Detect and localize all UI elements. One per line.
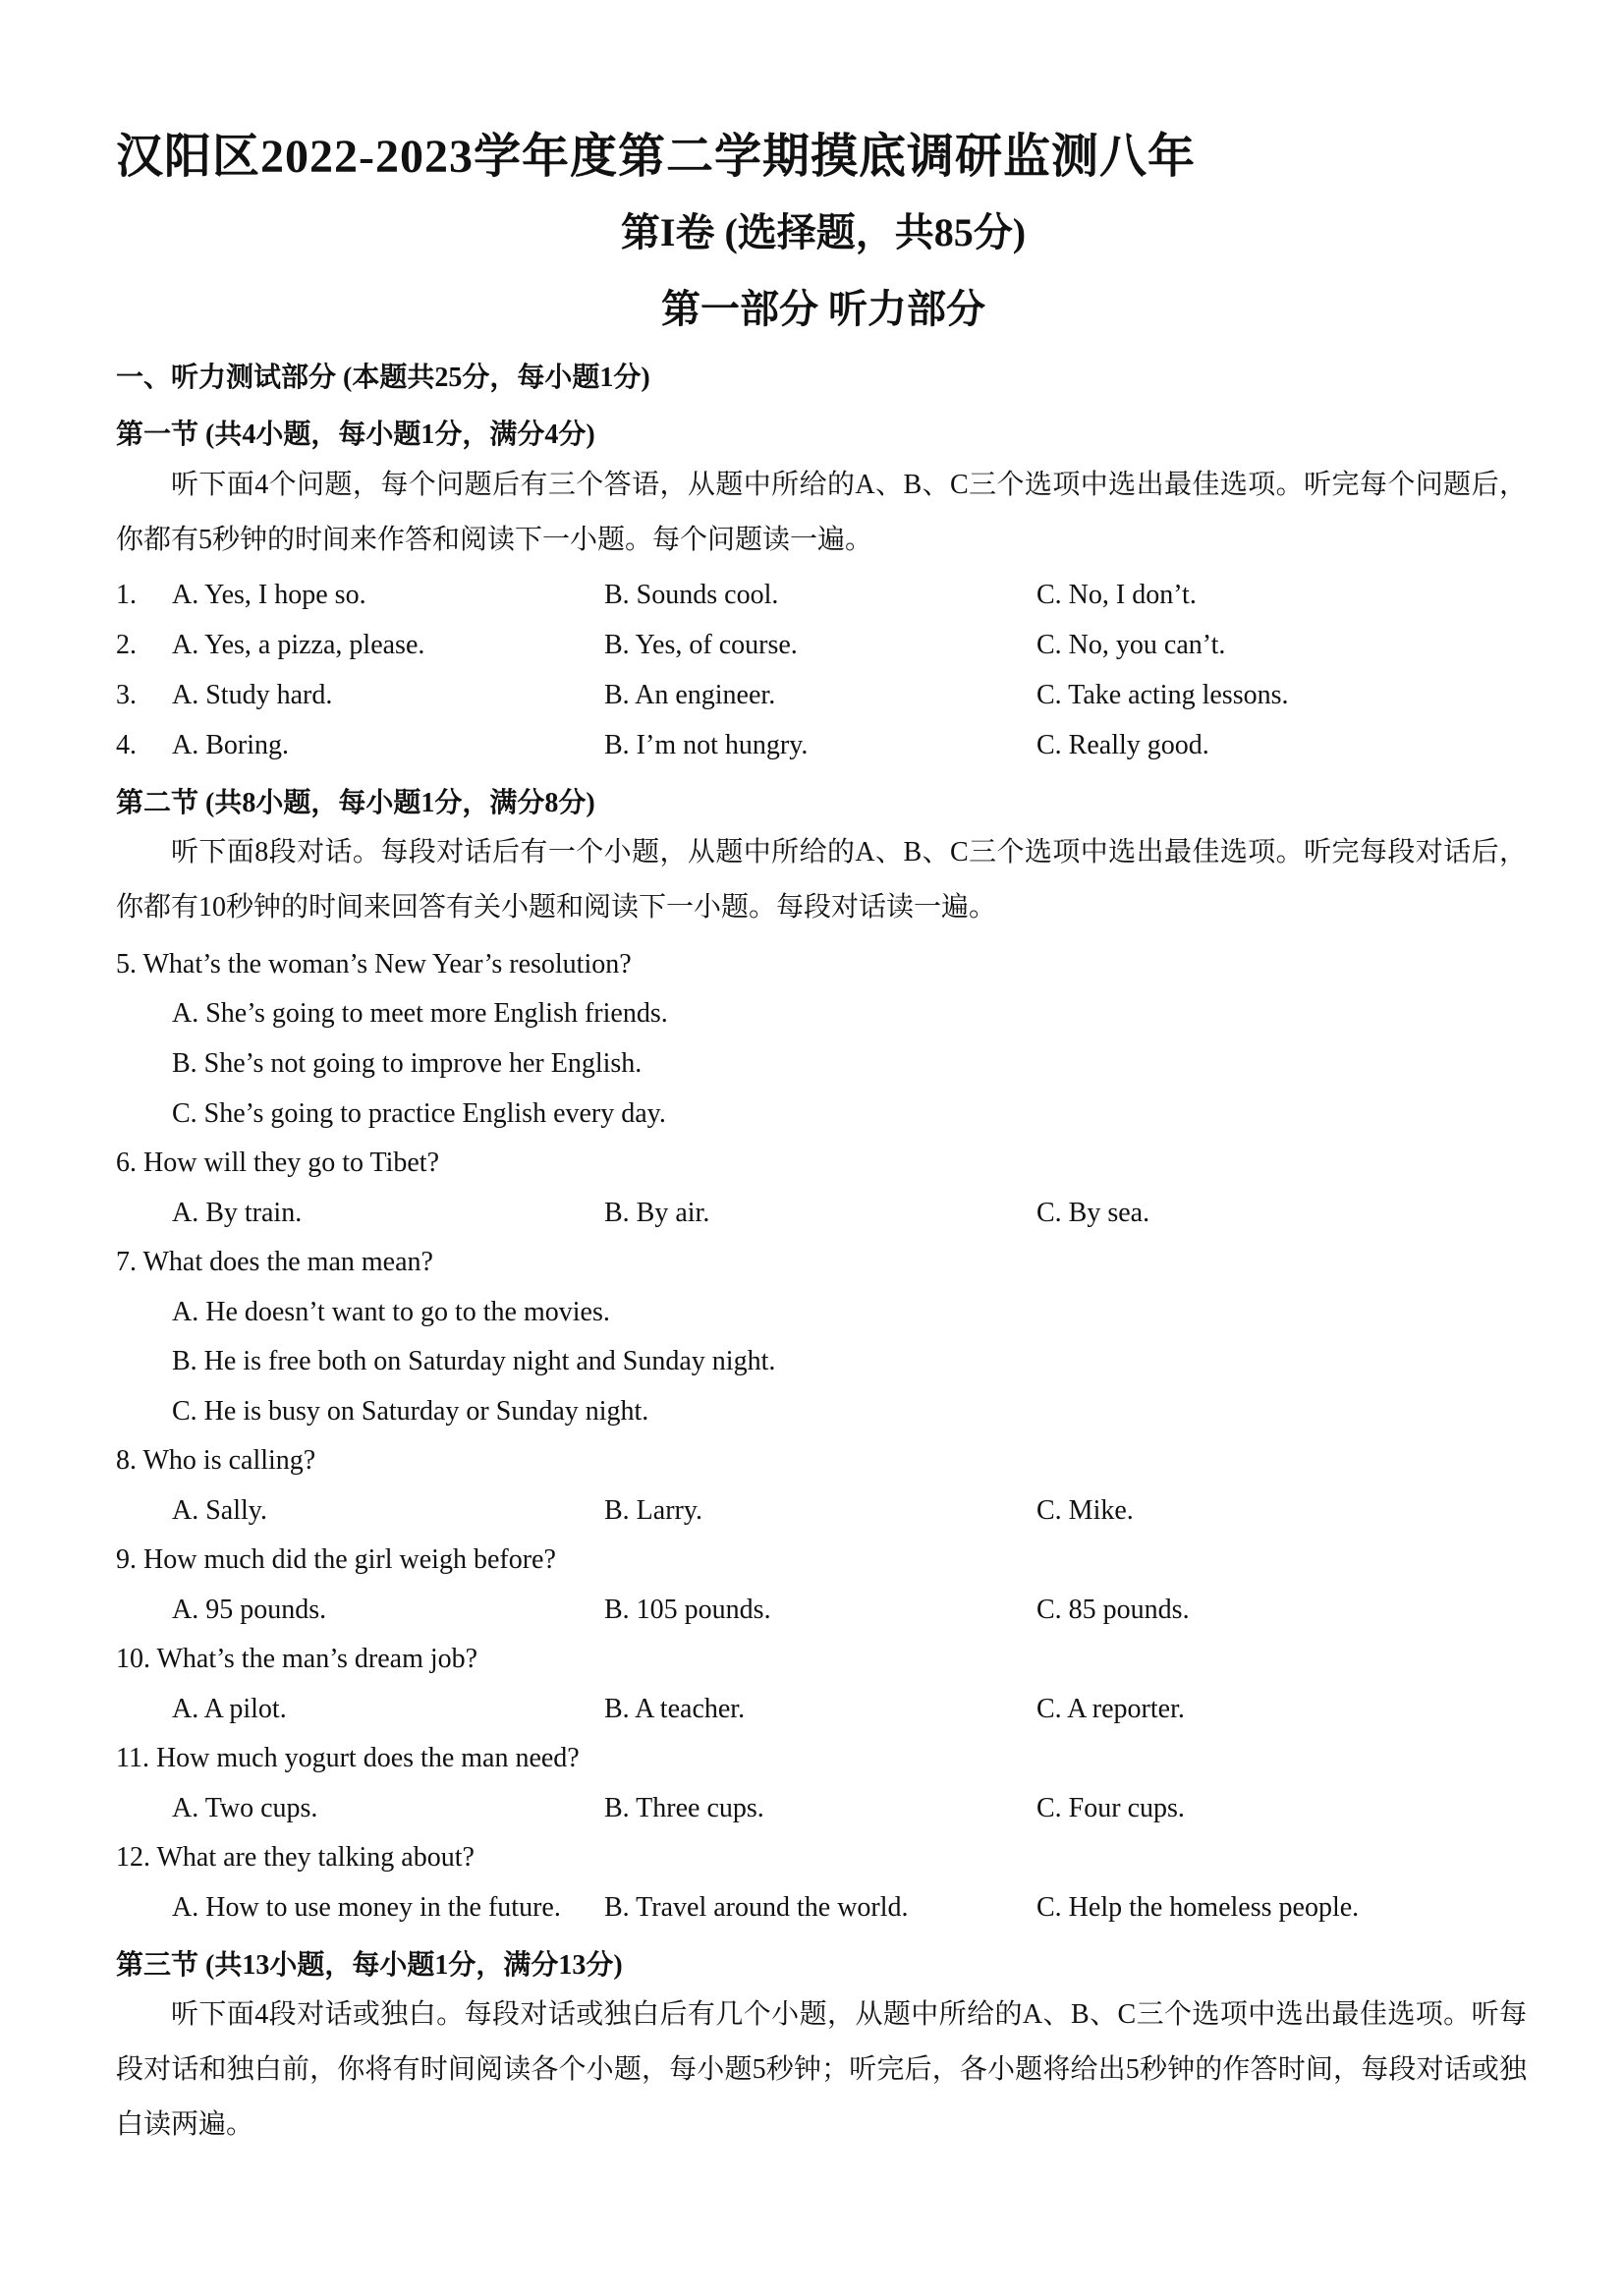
question-row bbox=[116, 1595, 1531, 1644]
option-b: B. Three cups. bbox=[604, 1793, 764, 1823]
option-a: A. Yes, a pizza, please. bbox=[172, 630, 425, 660]
section2-heading: 第二节 (共8小题，每小题1分，满分8分) bbox=[116, 788, 595, 818]
section3-instructions: 听下面4段对话或独白。每段对话或独白后有几个小题，从题中所给的A、B、C三个选项中选出最佳选项。听每段对话和独白前，你将有时间阅读各个小题，每小题5秒钟；听完后，各小题将给出5秒钟的作答时间，每段对话或独白读两遍。 bbox=[116, 1999, 1527, 2140]
option-c: C. Four cups. bbox=[1036, 1793, 1185, 1823]
part-subtitle: 第一部分 听力部分 bbox=[661, 287, 985, 331]
option-b: B. By air. bbox=[604, 1198, 710, 1228]
option-c: C. She’s going to practice English every day. bbox=[172, 1098, 666, 1129]
section3-heading: 第三节 (共13小题，每小题1分，满分13分) bbox=[116, 1950, 623, 1981]
question-5: 5. What’s the woman’s New Year’s resolution? bbox=[116, 949, 632, 980]
option-c: C. No, you can’t. bbox=[1036, 630, 1226, 660]
option-a: A. 95 pounds. bbox=[172, 1595, 327, 1625]
question-8: 8. Who is calling? bbox=[116, 1445, 316, 1476]
exam-title: 汉阳区2022-2023学年度第二学期摸底调研监测八年 bbox=[116, 131, 1196, 183]
option-a: A. A pilot. bbox=[172, 1694, 287, 1724]
question-row bbox=[116, 630, 1531, 679]
option-b: B. She’s not going to improve her English. bbox=[172, 1048, 643, 1079]
question-9: 9. How much did the girl weigh before? bbox=[116, 1544, 556, 1575]
option-b: B. 105 pounds. bbox=[604, 1595, 771, 1625]
question-row bbox=[116, 1892, 1531, 1941]
question-row bbox=[116, 580, 1531, 629]
option-a: A. Two cups. bbox=[172, 1793, 318, 1823]
question-row bbox=[116, 1495, 1531, 1544]
question-number: 2. bbox=[116, 630, 137, 660]
option-a: A. How to use money in the future. bbox=[172, 1892, 561, 1923]
question-number: 3. bbox=[116, 680, 137, 710]
option-c: C. Mike. bbox=[1036, 1495, 1134, 1526]
paper-subtitle: 第I卷 (选择题，共85分) bbox=[620, 210, 1027, 254]
option-b: B. Larry. bbox=[604, 1495, 703, 1526]
option-b: B. Yes, of course. bbox=[604, 630, 798, 660]
option-a: A. Yes, I hope so. bbox=[172, 580, 366, 610]
option-c: C. No, I don’t. bbox=[1036, 580, 1197, 610]
question-11: 11. How much yogurt does the man need? bbox=[116, 1743, 580, 1773]
question-row bbox=[116, 680, 1531, 729]
option-c: C. A reporter. bbox=[1036, 1694, 1185, 1724]
question-7: 7. What does the man mean? bbox=[116, 1247, 433, 1277]
option-b: B. He is free both on Saturday night and Sunday night. bbox=[172, 1346, 776, 1376]
section2-instructions: 听下面8段对话。每段对话后有一个小题，从题中所给的A、B、C三个选项中选出最佳选项。听完每段对话后，你都有10秒钟的时间来回答有关小题和阅读下一小题。每段对话读一遍。 bbox=[116, 837, 1527, 923]
option-b: B. A teacher. bbox=[604, 1694, 746, 1724]
option-a: A. Sally. bbox=[172, 1495, 267, 1526]
section1-heading: 第一节 (共4小题，每小题1分，满分4分) bbox=[116, 420, 595, 450]
part1-heading: 一、听力测试部分 (本题共25分，每小题1分) bbox=[116, 363, 650, 393]
option-b: B. Travel around the world. bbox=[604, 1892, 909, 1923]
question-number: 1. bbox=[116, 580, 137, 610]
option-a: A. By train. bbox=[172, 1198, 303, 1228]
option-c: C. Take acting lessons. bbox=[1036, 680, 1289, 710]
question-row bbox=[116, 1198, 1531, 1247]
option-b: B. Sounds cool. bbox=[604, 580, 779, 610]
option-a: A. Study hard. bbox=[172, 680, 333, 710]
question-6: 6. How will they go to Tibet? bbox=[116, 1148, 440, 1178]
option-a: A. He doesn’t want to go to the movies. bbox=[172, 1297, 610, 1327]
option-c: C. By sea. bbox=[1036, 1198, 1150, 1228]
question-row bbox=[116, 1793, 1531, 1842]
section1-instructions: 听下面4个问题，每个问题后有三个答语，从题中所给的A、B、C三个选项中选出最佳选项。听完每个问题后，你都有5秒钟的时间来作答和阅读下一小题。每个问题读一遍。 bbox=[116, 470, 1527, 555]
option-a: A. She’s going to meet more English friends. bbox=[172, 998, 668, 1029]
option-a: A. Boring. bbox=[172, 730, 289, 760]
option-c: C. Really good. bbox=[1036, 730, 1209, 760]
option-b: B. An engineer. bbox=[604, 680, 776, 710]
option-c: C. Help the homeless people. bbox=[1036, 1892, 1360, 1923]
question-number: 4. bbox=[116, 730, 137, 760]
question-10: 10. What’s the man’s dream job? bbox=[116, 1644, 478, 1674]
question-12: 12. What are they talking about? bbox=[116, 1842, 475, 1873]
question-row bbox=[116, 730, 1531, 779]
question-row bbox=[116, 1694, 1531, 1743]
option-b: B. I’m not hungry. bbox=[604, 730, 809, 760]
option-c: C. 85 pounds. bbox=[1036, 1595, 1190, 1625]
option-c: C. He is busy on Saturday or Sunday night. bbox=[172, 1396, 649, 1427]
